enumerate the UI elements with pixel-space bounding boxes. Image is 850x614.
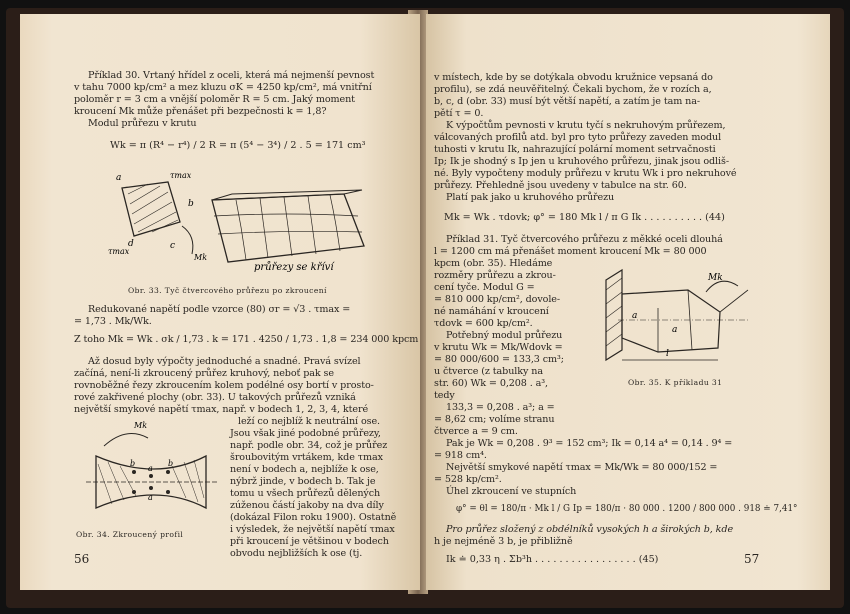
svg-text:a: a [116,173,122,183]
text-line: Příklad 30. Vrtaný hřídel z oceli, která má nejmenší pevnost [88,70,375,81]
svg-text:b: b [168,459,174,468]
left-page [20,14,420,590]
text-line: tuhosti v krutu Ik, nahrazující polární moment setrvačnosti [434,144,716,155]
text-line: = 1,73 . Mk/Wk. [74,316,152,327]
page-number: 57 [744,552,760,566]
svg-text:a: a [632,311,638,321]
svg-text:Mk: Mk [708,273,723,283]
text-line: při kroucení je většinou v bodech [230,536,389,547]
text-line: Pak je Wk = 0,208 . 9³ = 152 cm³; Ik = 0,14 a⁴ = 0,14 . 9⁴ = [446,438,733,449]
text-line: Pro průřez složený z obdélníků vysokých h a širokých b, kde [446,524,734,535]
text-line: Největší smykové napětí τmax = Mk/Wk = 80 000/152 = [446,462,718,473]
text-line: Redukované napětí podle vzorce (80) σr = √3 . τmax = [88,304,351,315]
svg-text:b: b [188,199,194,209]
text-line: b, c, d (obr. 33) musí být větší napětí, a zatím je tam na- [434,96,700,107]
svg-text:Mk: Mk [134,421,148,430]
text-line: K výpočtům pevnosti v krutu tyčí s nekruhovým průřezem, [446,120,726,131]
text-line: h je nejméně 3 b, je přibližně [434,536,573,547]
svg-text:a: a [672,325,678,335]
text-line: Jsou však jiné podobné průřezy, [230,428,381,439]
text-line: zúženou částí jakoby na dva díly [230,500,384,511]
text-line: průřezy. Přehledně jsou uvedeny v tabulce na str. 60. [434,180,687,191]
svg-text:d: d [128,239,134,249]
text-line: τdovk = 600 kp/cm². [434,318,533,329]
text-line: l = 1200 cm má přenášet moment kroucení Mk = 80 000 [434,246,707,257]
figure-35 [598,260,768,370]
text-line: str. 60) Wk = 0,208 . a³, [434,378,548,389]
text-line: né namáhání v kroucení [434,306,549,317]
svg-text:c: c [170,241,176,251]
text-line: (dokázal Filon roku 1900). Ostatně [230,512,397,523]
equation-phi: φ° = θl = 180/π · Mk l / G Ip = 180/π · 80 000 . 1200 / 800 000 . 918 ≐ 7,41° [456,504,798,514]
text-line: kpcm (obr. 35). Hledáme [434,258,553,269]
text-line: kroucení Mk může přenášet při bezpečnosti k = 1,8? [74,106,327,117]
text-line: = 528 kp/cm². [434,474,502,485]
text-line: pětí τ = 0. [434,108,484,119]
svg-text:b: b [130,459,136,468]
text-line: rovnoběžné řezy zkroucením kolem podélné osy bortí v prosto- [74,380,374,391]
text-line: Platí pak jako u kruhového průřezu [446,192,615,203]
text-line: 133,3 = 0,208 . a³; a = [446,402,555,413]
text-line: u čtverce (z tabulky na [434,366,543,377]
figure-35-caption: Obr. 35. K příkladu 31 [628,378,723,387]
svg-text:a: a [148,493,153,502]
text-line: obvodu nejbližších k ose (tj. [230,548,363,559]
text-line: v místech, kde by se dotýkala obvodu kružnice vepsaná do [434,72,713,83]
svg-text:τmax: τmax [108,247,130,256]
text-line: Až dosud byly výpočty jednoduché a snadné. Pravá svízel [88,356,361,367]
svg-text:Mk: Mk [194,253,208,262]
text-line: = 8,62 cm; volíme stranu [434,414,555,425]
equation-wk: Wk = π (R⁴ − r⁴) / 2 R = π (5⁴ − 3⁴) / 2 . 5 = 171 cm³ [110,140,366,151]
text-line: Úhel zkroucení ve stupních [446,486,577,497]
text-line: není v bodech a, nejblíže k ose, [230,464,379,475]
text-line: nýbrž jinde, v bodech b. Tak je [230,476,376,487]
equation-45: Ik ≐ 0,33 η . Σb³h . . . . . . . . . . . . . . . . . (45) [446,554,659,565]
text-line: válcovaných profilů atd. byl pro tyto průřezy zaveden modul [434,132,722,143]
svg-text:a: a [148,464,153,473]
svg-text:τmax: τmax [170,171,192,180]
figure-34 [76,416,226,526]
text-line: = 918 cm⁴. [434,450,487,461]
text-line: v krutu Wk = Mk/Wdovk = [434,342,563,353]
text-line: Potřebný modul průřezu [446,330,563,341]
text-line: né. Byly vypočteny moduly průřezu v krutu Wk i pro nekruhové [434,168,737,179]
text-line: rozměry průřezu a zkrou- [434,270,556,281]
page-number: 56 [74,552,90,566]
equation-44: Mk = Wk . τdovk; φ° = 180 Mk l / π G Ik . . . . . . . . . . (44) [444,212,725,223]
text-line: začíná, není-li zkroucený průřez kruhový, neboť pak se [74,368,334,379]
text-line: i výsledek, že největší napětí τmax [230,524,395,535]
text-line: cení tyče. Modul G = [434,282,535,293]
text-line: rové zakřivené plochy (obr. 33). U takových průřezů vzniká [74,392,356,403]
text-line: např. podle obr. 34, což je průřez [230,440,388,451]
figure-33-caption: Obr. 33. Tyč čtvercového průřezu po zkroucení [128,286,327,295]
text-line: = 80 000/600 = 133,3 cm³; [434,354,564,365]
right-page [426,14,830,590]
text-line: Z toho Mk = Wk . σk / 1,73 . k = 171 . 4250 / 1,73 . 1,8 = 234 000 kpcm [74,334,419,345]
text-line: = 810 000 kp/cm², dovole- [434,294,561,305]
text-line: Příklad 31. Tyč čtvercového průřezu z měkké oceli dlouhá [446,234,723,245]
figure-34-caption: Obr. 34. Zkroucený profil [76,530,184,539]
figure-33 [108,164,388,272]
text-line: poloměr r = 3 cm a vnější poloměr R = 5 cm. Jaký moment [74,94,355,105]
text-line: největší smykové napětí τmax, např. v bodech 1, 2, 3, 4, které [74,404,369,415]
text-line: leží co nejblíž k neutrální ose. [238,416,380,427]
svg-text:průřezy se kříví: průřezy se kříví [254,262,334,272]
text-line: Modul průřezu v krutu [88,118,197,129]
text-line: profilu), se zdá neuvěřitelný. Čekali bychom, že v rozích a, [434,84,712,95]
text-line: čtverce a = 9 cm. [434,426,518,437]
text-line: tedy [434,390,455,401]
text-line: tomu u všech průřezů dělených [230,488,381,499]
text-line: v tahu 7000 kp/cm² a mez kluzu σK = 4250 kp/cm², má vnitřní [74,82,372,93]
text-line: šroubovitým vrtákem, kde τmax [230,452,383,463]
svg-text:l: l [666,349,669,359]
text-line: Ip; Ik je shodný s Ip jen u kruhového průřezu, jinak jsou odliš- [434,156,729,167]
